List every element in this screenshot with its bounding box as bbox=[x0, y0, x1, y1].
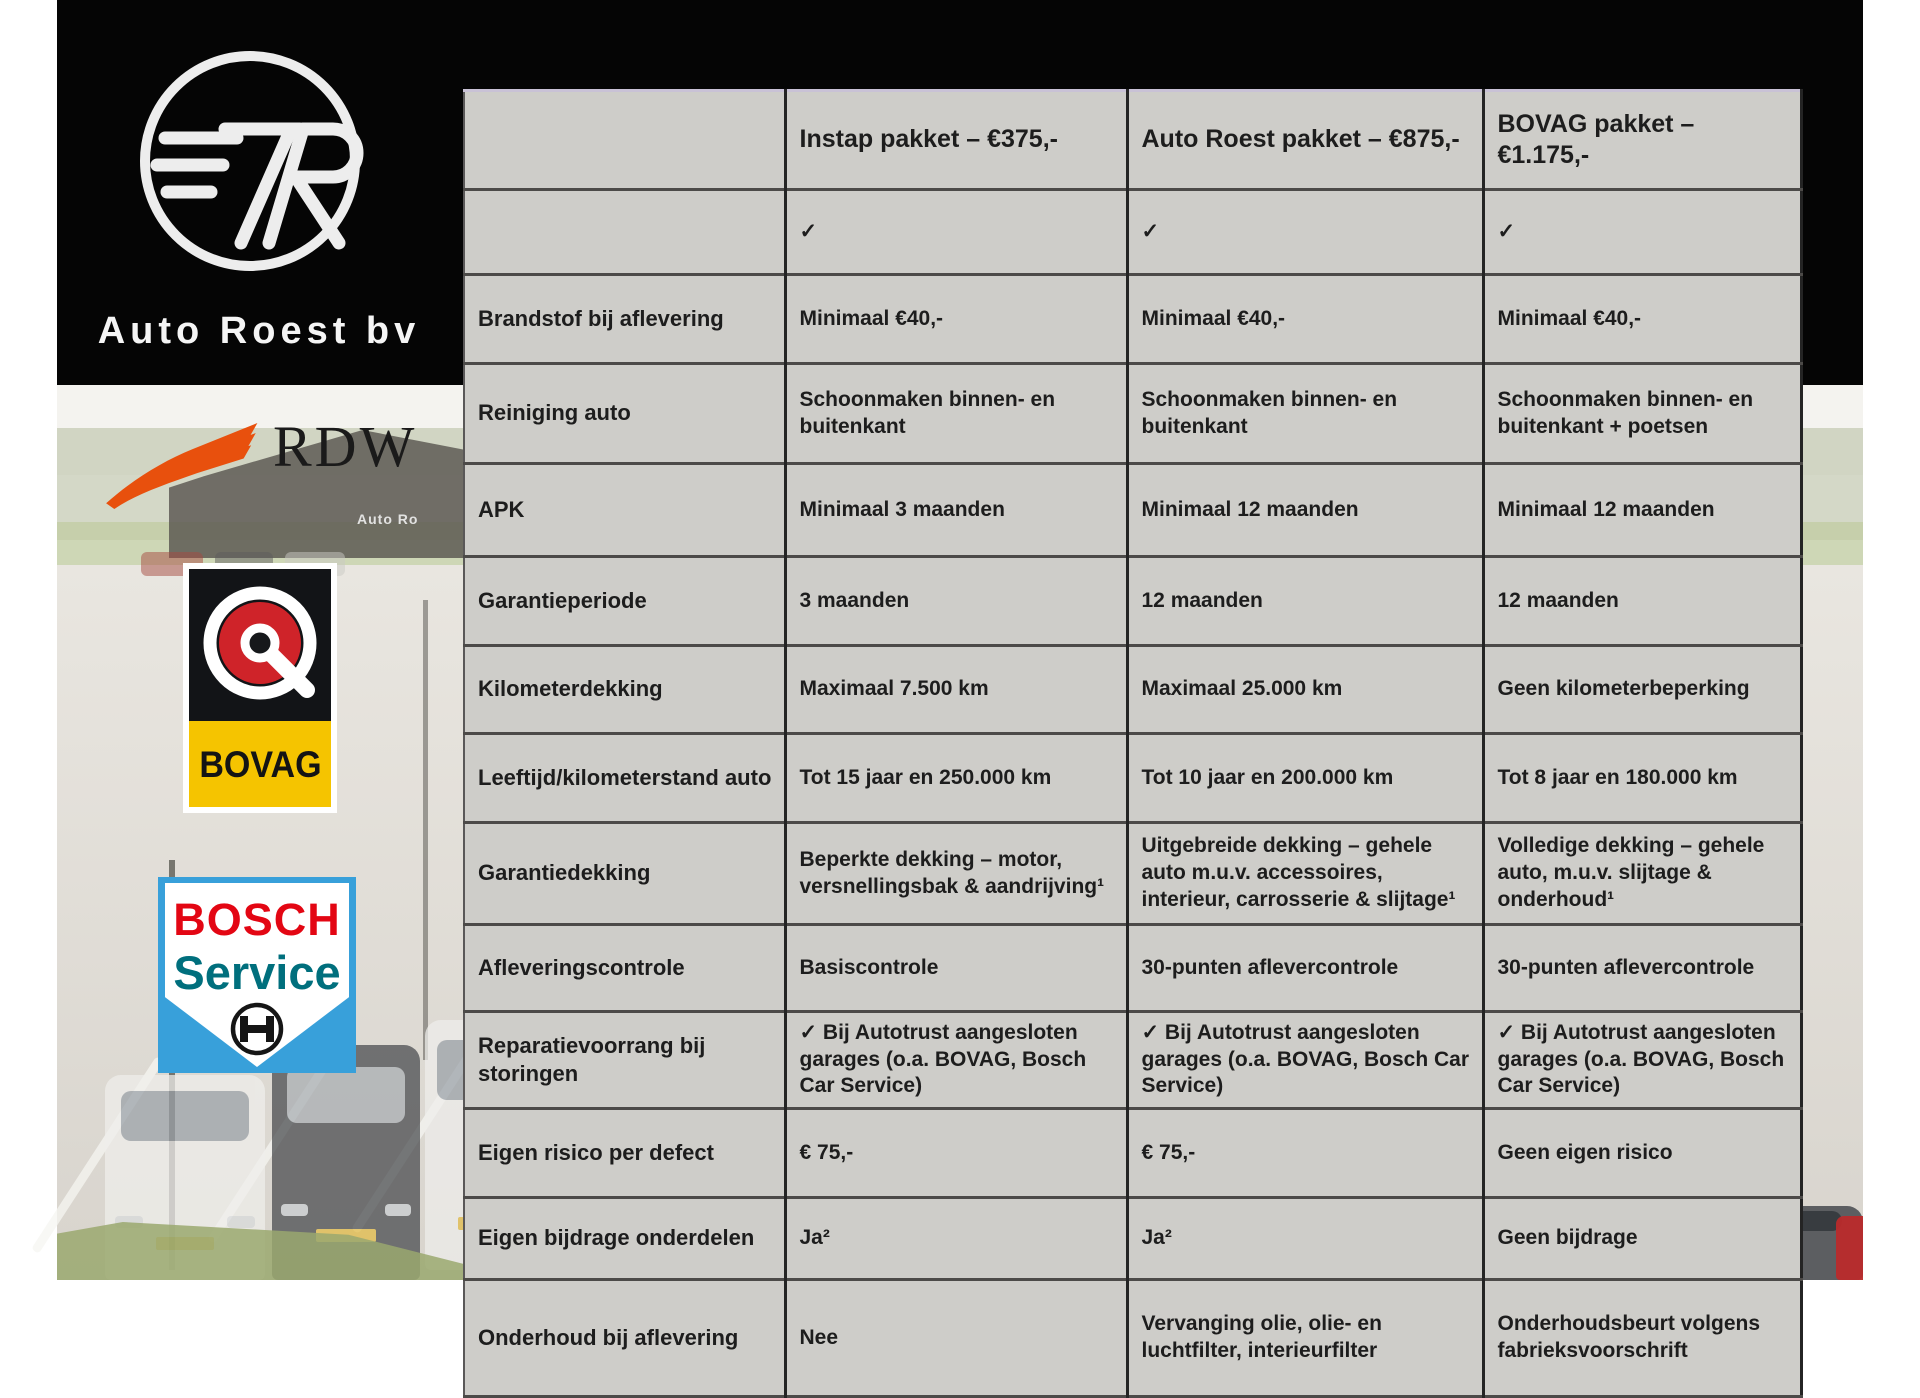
cell-value: Geen eigen risico bbox=[1483, 1109, 1801, 1198]
cell-value: Nee bbox=[785, 1280, 1127, 1397]
cell-value: ✓ Bij Autotrust aangesloten garages (o.a. BOVAG, Bosch Car Service) bbox=[1483, 1012, 1801, 1109]
table-row bbox=[464, 464, 1801, 557]
table-row bbox=[464, 1012, 1801, 1109]
table-check-row bbox=[464, 190, 1801, 275]
building-sign-text: Auto Ro bbox=[357, 511, 419, 527]
cell-value: Minimaal 12 maanden bbox=[1127, 464, 1483, 557]
cell-value: Ja² bbox=[785, 1198, 1127, 1280]
cell-value: 30-punten aflevercontrole bbox=[1127, 925, 1483, 1012]
row-label: Garantiedekking bbox=[464, 823, 785, 925]
cell-value: Schoonmaken binnen- en buitenkant + poetsen bbox=[1483, 364, 1801, 464]
cell-value: 12 maanden bbox=[1483, 557, 1801, 646]
cell-value: Basiscontrole bbox=[785, 925, 1127, 1012]
cell-value: Uitgebreide dekking – gehele auto m.u.v. accessoires, interieur, carrosserie & slijtage¹ bbox=[1127, 823, 1483, 925]
cell-value: Schoonmaken binnen- en buitenkant bbox=[785, 364, 1127, 464]
cell-value: ✓ Bij Autotrust aangesloten garages (o.a. BOVAG, Bosch Car Service) bbox=[1127, 1012, 1483, 1109]
logo-r-leg bbox=[297, 179, 339, 243]
col-header-blank bbox=[464, 91, 785, 190]
photo-car-red-sliver bbox=[1836, 1216, 1863, 1280]
cell-value: Minimaal €40,- bbox=[785, 275, 1127, 364]
row-label: Reparatievoorrang bij storingen bbox=[464, 1012, 785, 1109]
rdw-wordmark: RDW bbox=[273, 414, 418, 479]
cell-value: Volledige dekking – gehele auto, m.u.v. slijtage & onderhoud¹ bbox=[1483, 823, 1801, 925]
table-row bbox=[464, 557, 1801, 646]
row-label bbox=[464, 190, 785, 275]
cell-value: Beperkte dekking – motor, versnellingsbak & aandrijving¹ bbox=[785, 823, 1127, 925]
cell-value: Tot 15 jaar en 250.000 km bbox=[785, 734, 1127, 823]
cell-value: Maximaal 25.000 km bbox=[1127, 646, 1483, 734]
bovag-wordmark: BOVAG bbox=[198, 743, 322, 785]
cell-value: ✓ Bij Autotrust aangesloten garages (o.a. BOVAG, Bosch Car Service) bbox=[785, 1012, 1127, 1109]
cell-value: 12 maanden bbox=[1127, 557, 1483, 646]
table-row bbox=[464, 275, 1801, 364]
content-area bbox=[57, 0, 1863, 1362]
package-comparison-table bbox=[463, 89, 1803, 1398]
cell-value: Tot 8 jaar en 180.000 km bbox=[1483, 734, 1801, 823]
cell-value: Onderhoudsbeurt volgens fabrieksvoorschrift bbox=[1483, 1280, 1801, 1397]
cell-value: Ja² bbox=[1127, 1198, 1483, 1280]
row-label: Kilometerdekking bbox=[464, 646, 785, 734]
bosch-wordmark: BOSCH bbox=[173, 894, 341, 945]
table-row bbox=[464, 734, 1801, 823]
cell-value: Schoonmaken binnen- en buitenkant bbox=[1127, 364, 1483, 464]
cell-value: Minimaal 3 maanden bbox=[785, 464, 1127, 557]
table-row bbox=[464, 1280, 1801, 1397]
cell-value: 30-punten aflevercontrole bbox=[1483, 925, 1801, 1012]
row-label: Eigen bijdrage onderdelen bbox=[464, 1198, 785, 1280]
table-row bbox=[464, 1109, 1801, 1198]
row-label: Eigen risico per defect bbox=[464, 1109, 785, 1198]
cell-value: Vervanging olie, olie- en luchtfilter, interieurfilter bbox=[1127, 1280, 1483, 1397]
table-row bbox=[464, 646, 1801, 734]
row-label: Reiniging auto bbox=[464, 364, 785, 464]
row-label: Brandstof bij aflevering bbox=[464, 275, 785, 364]
col-header-auto-roest: Auto Roest pakket – €875,- bbox=[1127, 91, 1483, 190]
check-cell: ✓ bbox=[1483, 190, 1801, 275]
cell-value: Geen kilometerbeperking bbox=[1483, 646, 1801, 734]
bosch-service-logo bbox=[158, 877, 356, 1073]
cell-value: Geen bijdrage bbox=[1483, 1198, 1801, 1280]
photo-lamp-post bbox=[423, 600, 428, 1060]
table-row bbox=[464, 364, 1801, 464]
cell-value: Tot 10 jaar en 200.000 km bbox=[1127, 734, 1483, 823]
bovag-wordmark-bar bbox=[189, 721, 331, 807]
bosch-armature-icon bbox=[227, 999, 287, 1059]
bosch-service-text: Service bbox=[173, 946, 341, 999]
cell-value: Minimaal €40,- bbox=[1483, 275, 1801, 364]
table-header-row bbox=[464, 91, 1801, 190]
check-cell: ✓ bbox=[785, 190, 1127, 275]
cell-value: € 75,- bbox=[1127, 1109, 1483, 1198]
row-label: Garantieperiode bbox=[464, 557, 785, 646]
row-label: Afleveringscontrole bbox=[464, 925, 785, 1012]
rdw-wing-icon bbox=[99, 417, 272, 523]
bovag-logo bbox=[183, 563, 337, 813]
cell-value: Minimaal 12 maanden bbox=[1483, 464, 1801, 557]
cell-value: Maximaal 7.500 km bbox=[785, 646, 1127, 734]
row-label: APK bbox=[464, 464, 785, 557]
cell-value: Minimaal €40,- bbox=[1127, 275, 1483, 364]
col-header-bovag: BOVAG pakket – €1.175,- bbox=[1483, 91, 1801, 190]
auto-roest-logo bbox=[125, 36, 375, 286]
table-row bbox=[464, 1198, 1801, 1280]
bovag-emblem bbox=[189, 569, 331, 721]
table-row bbox=[464, 925, 1801, 1012]
cell-value: 3 maanden bbox=[785, 557, 1127, 646]
brand-name: Auto Roest bv bbox=[97, 310, 421, 352]
cell-value: € 75,- bbox=[785, 1109, 1127, 1198]
check-cell: ✓ bbox=[1127, 190, 1483, 275]
col-header-instap: Instap pakket – €375,- bbox=[785, 91, 1127, 190]
rdw-logo bbox=[101, 412, 441, 522]
table-row bbox=[464, 823, 1801, 925]
row-label: Leeftijd/kilometerstand auto bbox=[464, 734, 785, 823]
row-label: Onderhoud bij aflevering bbox=[464, 1280, 785, 1397]
